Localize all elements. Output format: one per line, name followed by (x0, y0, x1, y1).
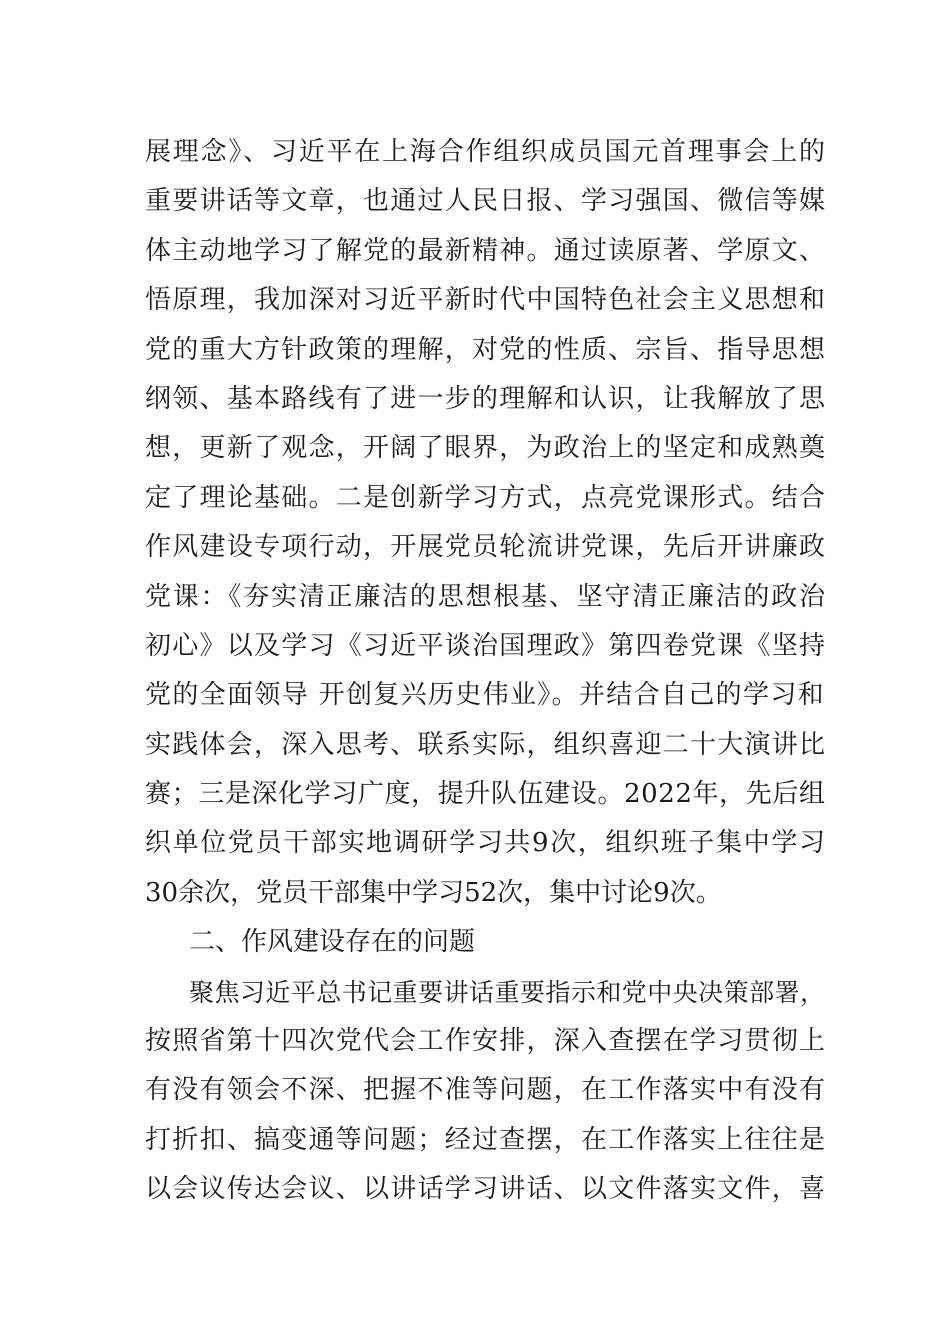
text-line: 赛；三是深化学习广度，提升队伍建设。2022年，先后组 (145, 779, 826, 810)
text-line: 织单位党员干部实地调研学习共9次，组织班子集中学习 (145, 828, 827, 859)
text-line: 按照省第十四次党代会工作安排，深入查摆在学习贯彻上 (145, 1026, 827, 1057)
text-line: 重要讲话等文章，也通过人民日报、学习强国、微信等媒 (145, 186, 827, 217)
text-line: 实践体会，深入思考、联系实际，组织喜迎二十大演讲比 (145, 729, 827, 760)
text-line: 二、作风建设存在的问题 (189, 927, 476, 958)
text-line: 有没有领会不深、把握不准等问题，在工作落实中有没有 (145, 1075, 827, 1106)
text-line: 聚焦习近平总书记重要讲话重要指示和党中央决策部署， (189, 977, 826, 1007)
text-line: 悟原理，我加深对习近平新时代中国特色社会主义思想和 (145, 285, 827, 316)
text-line: 30余次，党员干部集中学习52次，集中讨论9次。 (145, 877, 722, 908)
body-text (145, 128, 825, 1215)
text-line: 党课：《夯实清正廉洁的思想根基、坚守清正廉洁的政治 (145, 581, 827, 612)
text-line: 打折扣、搞变通等问题；经过查摆，在工作落实上往往是 (145, 1124, 827, 1155)
text-line: 以会议传达会议、以讲话学习讲话、以文件落实文件，喜 (145, 1174, 827, 1205)
text-line: 初心》以及学习《习近平谈治国理政》第四卷党课《坚持 (145, 630, 827, 661)
text-line: 展理念》、习近平在上海合作组织成员国元首理事会上的 (145, 137, 827, 167)
text-line: 作风建设专项行动，开展党员轮流讲党课，先后开讲廉政 (145, 532, 827, 563)
text-line: 定了理论基础。二是创新学习方式，点亮党课形式。结合 (145, 482, 827, 513)
text-line: 体主动地学习了解党的最新精神。通过读原著、学原文、 (145, 235, 827, 266)
text-line: 党的重大方针政策的理解，对党的性质、宗旨、指导思想 (145, 334, 827, 365)
text-line: 党的全面领导 开创复兴历史伟业》。并结合自己的学习和 (145, 680, 825, 711)
text-line: 纲领、基本路线有了进一步的理解和认识，让我解放了思 (145, 383, 827, 414)
text-line: 想，更新了观念，开阔了眼界，为政治上的坚定和成熟奠 (145, 433, 827, 464)
